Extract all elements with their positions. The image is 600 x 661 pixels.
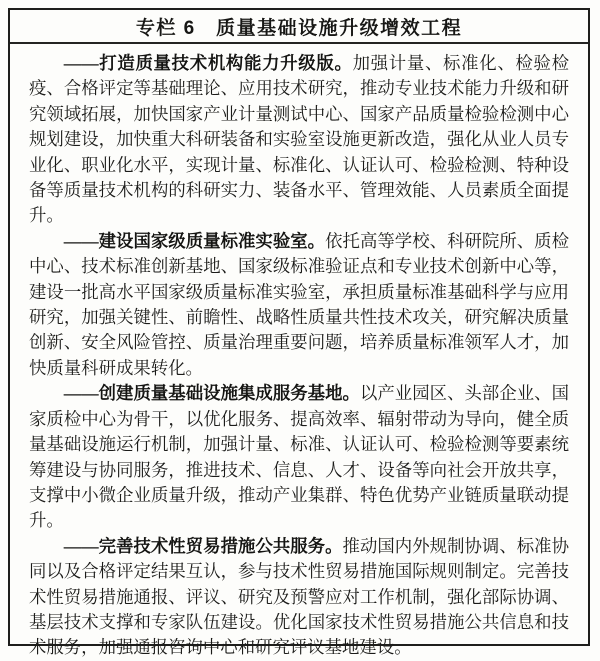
paragraph-3-lead: ——创建质量基础设施集成服务基地。 (63, 383, 360, 404)
box-body (10, 44, 588, 661)
paragraph-4-text: 推动国内外规制协调、标准协同以及合格评定结果互认，参与技术性贸易措施国际规则制定。完善技术性贸易措施通报、评议、研究及预警应对工作机制，强化部际协调、基层技术支撑和专家队伍建设。优化国家技术性贸易措施公共信息和技术服务，加强通报咨询中心和研究评议基地建设。 (29, 535, 569, 658)
paragraph-3-text: 以产业园区、头部企业、国家质检中心为骨干，以优化服务、提高效率、辐射带动为导向，健全质量基础设施运行机制，加强计量、标准、认证认可、检验检测等要素统筹建设与协同服务，推进技术、信息、人才、设备等向社会开放共享，支撑中小微企业质量升级，推动产业集群、特色优势产业链质量联动提升。 (29, 383, 569, 531)
paragraph-2-lead: ——建设国家级质量标准实验室。 (63, 230, 326, 251)
paragraph-1 (29, 51, 569, 229)
callout-box (8, 8, 590, 658)
paragraph-1-text: 加强计量、标准化、检验检疫、合格评定等基础理论、应用技术研究，推动专业技术能力升级和研究领域拓展，加快国家产业计量测试中心、国家产品质量检验检测中心规划建设，加快重大科研装备和实验室设施更新改造，强化从业人员专业化、职业化水平，实现计量、标准化、认证认可、检验检测、特种设备等质量技术机构的科研实力、装备水平、管理效能、人员素质全面提升。 (29, 53, 569, 226)
paragraph-4-lead: ——完善技术性贸易措施公共服务。 (63, 535, 343, 556)
paragraph-3 (29, 381, 569, 533)
paragraph-2 (29, 229, 569, 381)
paragraph-1-lead: ——打造质量技术机构能力升级版。 (63, 53, 353, 73)
paragraph-2-text: 依托高等学校、科研院所、质检中心、技术标准创新基地、国家级标准验证点和专业技术创新中心等，建设一批高水平国家级质量标准实验室，承担质量标准基础科学与应用研究，加强关键性、前瞻性、战略性质量共性技术攻关，研究解决质量创新、安全风险管控、质量治理重要问题，培养质量标准领军人才，加快质量科研成果转化。 (29, 230, 569, 378)
box-title: 专栏 6 质量基础设施升级增效工程 (10, 10, 588, 44)
paragraph-4 (29, 534, 569, 661)
